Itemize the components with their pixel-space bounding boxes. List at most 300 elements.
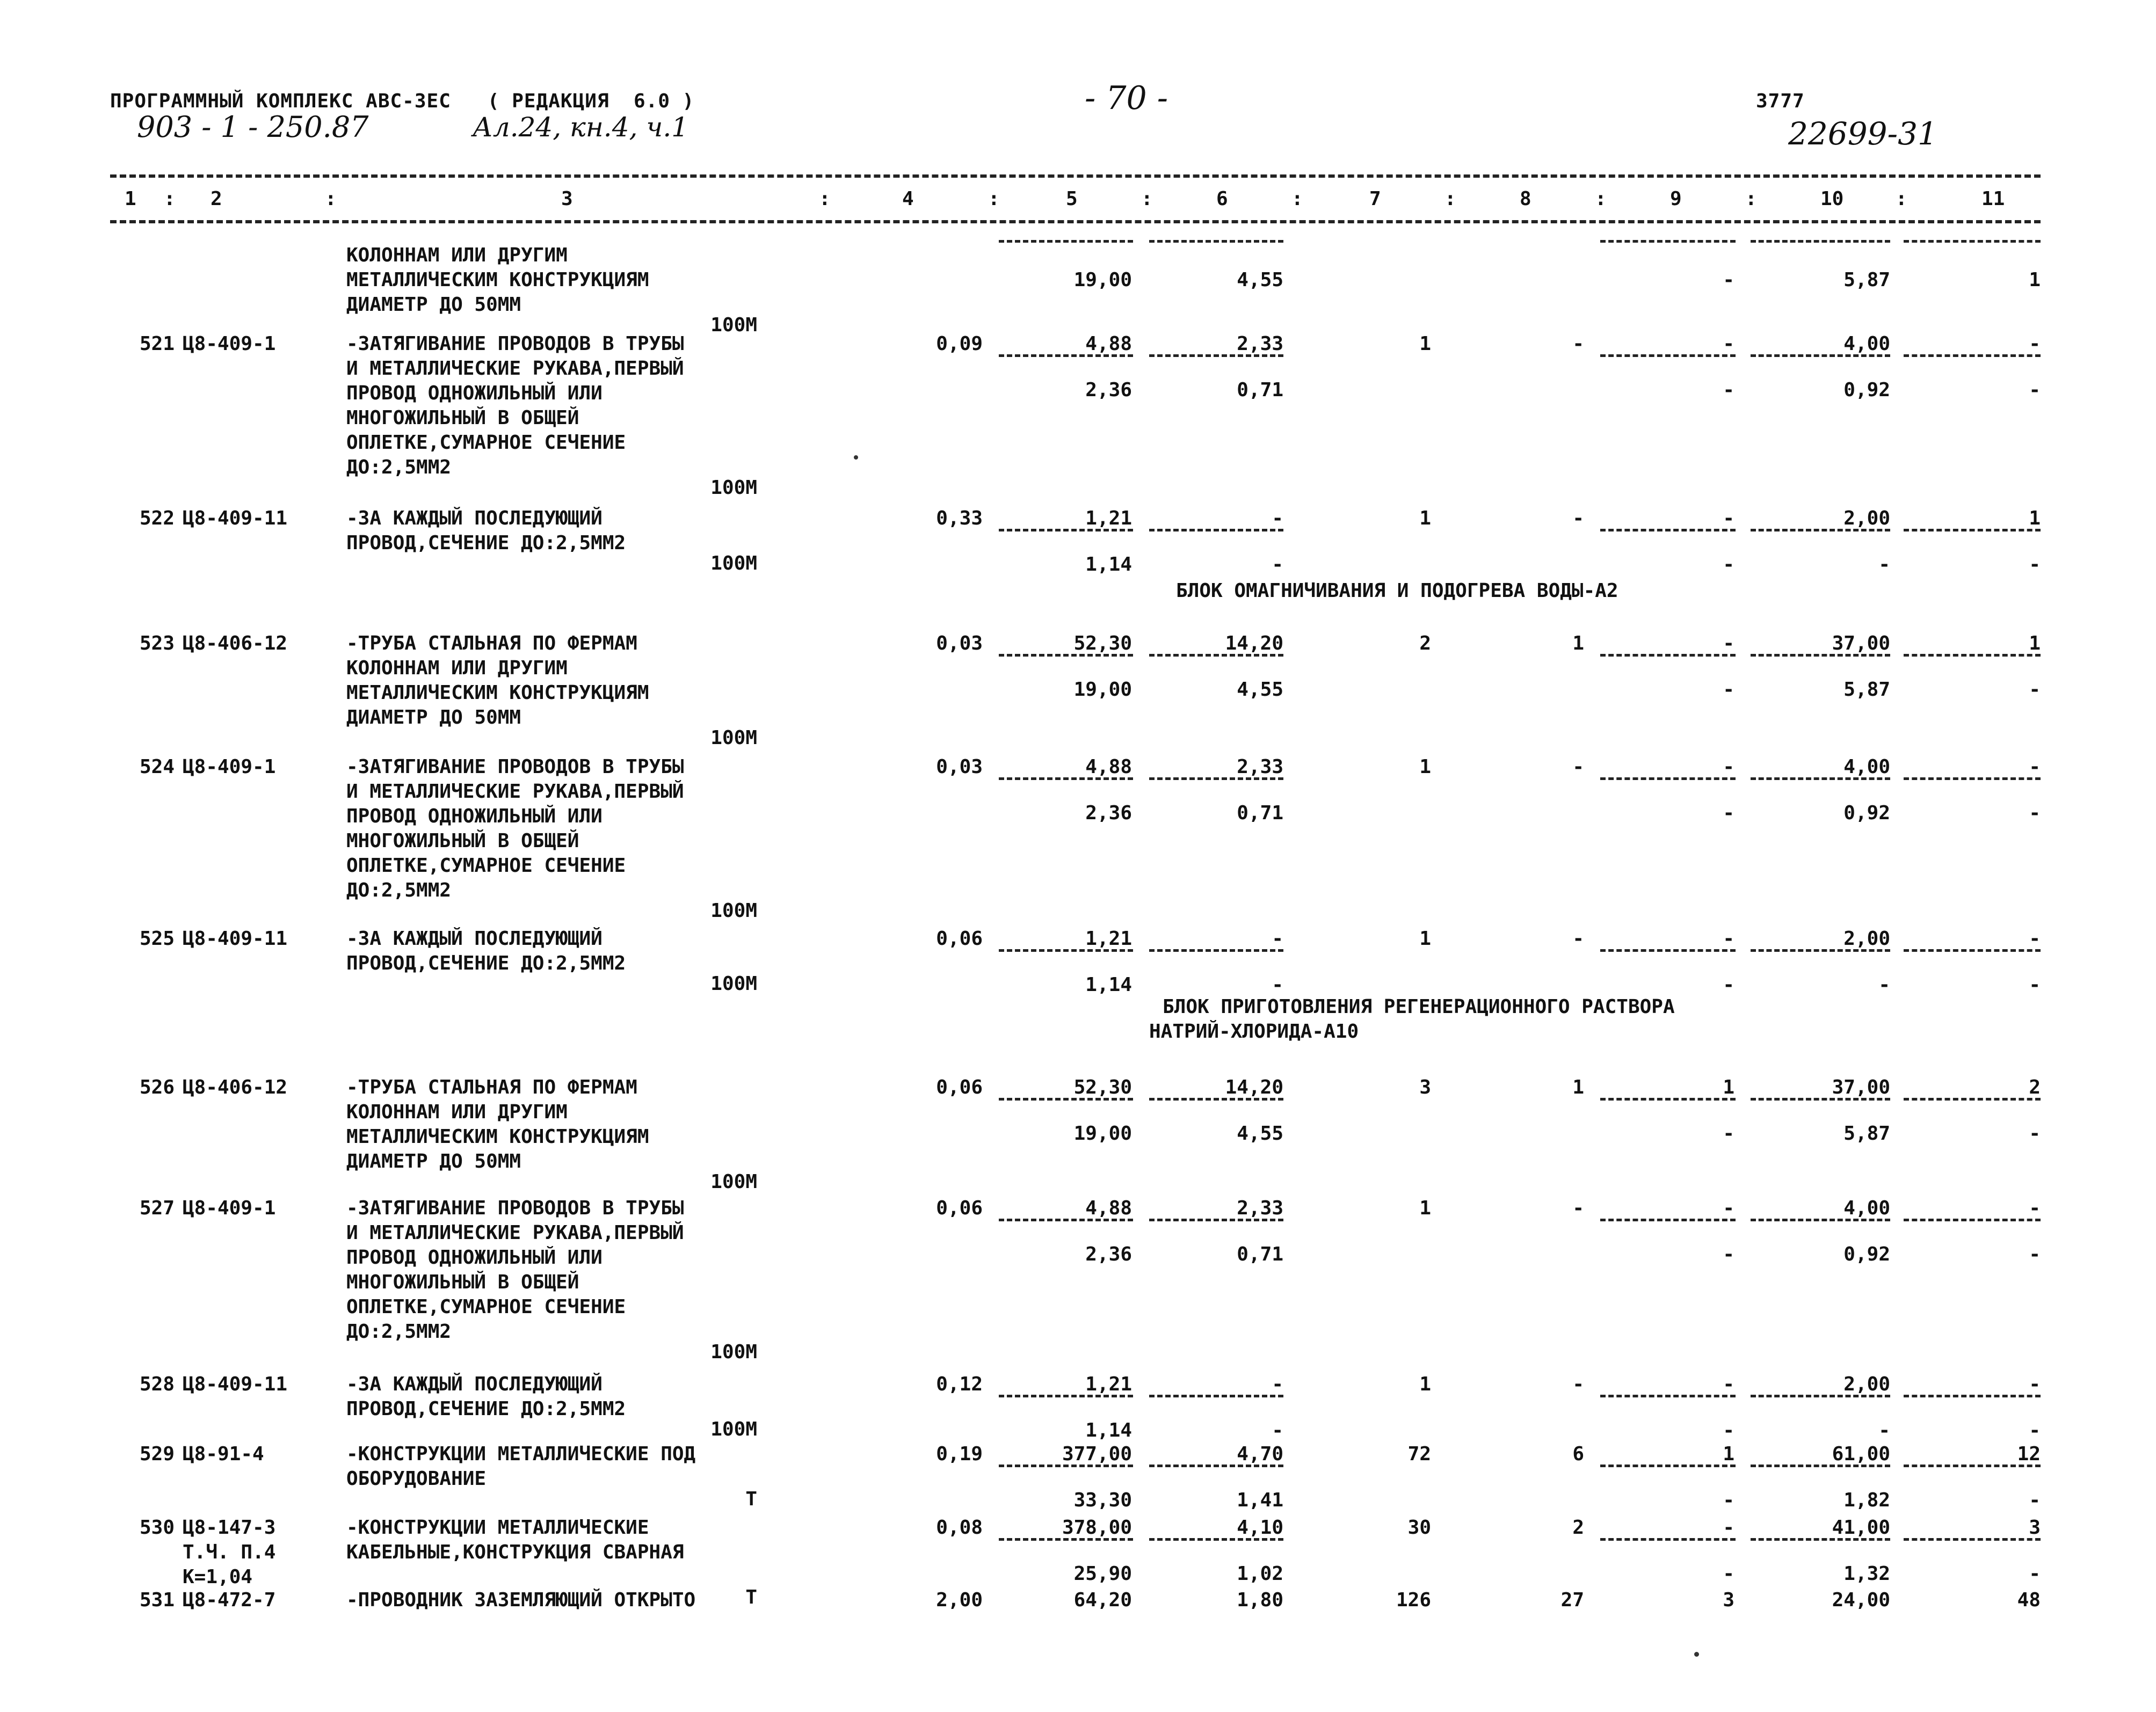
row-number: 521 (139, 333, 175, 355)
row-description: И МЕТАЛЛИЧЕСКИЕ РУКАВА,ПЕРВЫЙ (346, 781, 684, 803)
value-c9a: - (1723, 756, 1734, 778)
value-c7: 1 (1419, 333, 1431, 355)
row-description: ДИАМЕТР ДО 50ММ (346, 706, 521, 728)
value-c9a: 1 (1723, 1076, 1734, 1098)
value-c4: 0,06 (936, 1197, 983, 1219)
row-code: Ц8-406-12 (183, 632, 288, 654)
value-c9b: - (1723, 1563, 1734, 1585)
value-c8: - (1572, 333, 1584, 355)
value-c11b: - (2029, 802, 2041, 824)
row-number: 524 (139, 756, 175, 778)
column-separator: : (988, 188, 1000, 210)
value-c5b: 19,00 (1073, 679, 1132, 701)
value-c11a: - (2029, 1197, 2041, 1219)
value-c11b: - (2029, 379, 2041, 401)
value-c9a: - (1723, 1517, 1734, 1539)
value-c10b: - (1878, 1419, 1890, 1441)
value-c6a: 2,33 (1237, 756, 1283, 778)
value-separator (1904, 654, 2041, 657)
value-c10b: 5,87 (1843, 679, 1890, 701)
column-separator: : (819, 188, 831, 210)
value-c5b: 33,30 (1073, 1489, 1132, 1511)
program-line: ПРОГРАММНЫЙ КОМПЛЕКС АВС-3ЕС ( РЕДАКЦИЯ 6.0 ) (110, 90, 695, 112)
row-code: Ц8-409-1 (183, 333, 276, 355)
column-separator: : (1291, 188, 1303, 210)
row-unit: 100М (710, 727, 757, 749)
value-c9a: - (1723, 632, 1734, 654)
row-description: ДО:2,5ММ2 (346, 879, 452, 901)
column-header-2: 2 (210, 188, 222, 210)
value-c10b: 5,87 (1843, 269, 1890, 291)
row-code: Т.Ч. П.4 (183, 1541, 276, 1563)
value-c10b: - (1878, 553, 1890, 575)
ref-number: 22699-31 (1788, 115, 1937, 152)
page-number: - 70 - (1085, 79, 1168, 117)
value-c10a: 61,00 (1832, 1443, 1890, 1465)
row-description: ПРОВОД,СЕЧЕНИЕ ДО:2,5ММ2 (346, 532, 626, 554)
value-separator (1149, 529, 1283, 531)
value-separator (1600, 240, 1736, 243)
row-code: К=1,04 (183, 1566, 253, 1588)
value-separator (1751, 1395, 1890, 1397)
row-description: ДИАМЕТР ДО 50ММ (346, 1150, 521, 1172)
value-c11b: - (2029, 1419, 2041, 1441)
value-c8: 2 (1572, 1517, 1584, 1539)
value-c8: 6 (1572, 1443, 1584, 1465)
value-separator (1600, 1219, 1736, 1221)
column-separator: : (325, 188, 337, 210)
value-c11b: 1 (2029, 269, 2041, 291)
section-heading: БЛОК ОМАГНИЧИВАНИЯ И ПОДОГРЕВА ВОДЫ-А2 (1176, 580, 1618, 602)
value-c5b: 2,36 (1085, 1243, 1132, 1265)
row-code: Ц8-406-12 (183, 1076, 288, 1098)
value-c7: 1 (1419, 1373, 1431, 1395)
value-c11b: - (2029, 974, 2041, 996)
row-unit: 100М (710, 1171, 757, 1193)
value-c10b: 5,87 (1843, 1123, 1890, 1145)
column-header-5: 5 (1066, 188, 1078, 210)
row-number: 526 (139, 1076, 175, 1098)
row-description: ПРОВОД ОДНОЖИЛЬНЫЙ ИЛИ (346, 382, 602, 404)
value-c6a: 14,20 (1225, 1076, 1283, 1098)
value-separator (1149, 1098, 1283, 1101)
value-c10a: 4,00 (1843, 1197, 1890, 1219)
value-separator (1149, 777, 1283, 780)
value-c10b: 0,92 (1843, 1243, 1890, 1265)
value-c8: - (1572, 928, 1584, 950)
value-c4: 0,06 (936, 928, 983, 950)
value-c5a: 1,21 (1085, 928, 1132, 950)
value-separator (1751, 529, 1890, 531)
value-c7: 30 (1407, 1517, 1431, 1539)
value-c5a: 4,88 (1085, 1197, 1132, 1219)
value-c4: 0,06 (936, 1076, 983, 1098)
column-header-3: 3 (561, 188, 573, 210)
doc-code: 903 - 1 - 250.87 (137, 110, 369, 144)
row-unit: Т (745, 1488, 757, 1510)
value-c4: 0,03 (936, 756, 983, 778)
value-c5a: 4,88 (1085, 756, 1132, 778)
value-c6a: 14,20 (1225, 632, 1283, 654)
value-c6a: 4,10 (1237, 1517, 1283, 1539)
value-c4: 2,00 (936, 1589, 983, 1611)
value-c10a: 41,00 (1832, 1517, 1890, 1539)
value-separator (1149, 1465, 1283, 1467)
value-separator (1751, 1098, 1890, 1101)
value-separator (1904, 354, 2041, 357)
value-c9b: - (1723, 1489, 1734, 1511)
value-separator (1904, 1395, 2041, 1397)
value-c4: 0,09 (936, 333, 983, 355)
row-unit: Т (745, 1586, 757, 1608)
column-separator: : (1595, 188, 1607, 210)
value-c5a: 378,00 (1062, 1517, 1132, 1539)
row-description: КОЛОННАМ ИЛИ ДРУГИМ (346, 1101, 568, 1123)
value-c9a: - (1723, 1373, 1734, 1395)
column-separator: : (1745, 188, 1757, 210)
value-c6a: - (1272, 928, 1283, 950)
row-description: КОЛОННАМ ИЛИ ДРУГИМ (346, 657, 568, 679)
value-c11a: 48 (2017, 1589, 2041, 1611)
value-separator (1600, 1465, 1736, 1467)
column-header-1: 1 (125, 188, 136, 210)
row-description: ДИАМЕТР ДО 50ММ (346, 294, 521, 316)
value-c5a: 64,20 (1073, 1589, 1132, 1611)
row-number: 523 (139, 632, 175, 654)
value-c7: 126 (1396, 1589, 1431, 1611)
value-c6a: 1,80 (1237, 1589, 1283, 1611)
value-c11a: 3 (2029, 1517, 2041, 1539)
row-description: -ПРОВОДНИК ЗАЗЕМЛЯЮЩИЙ ОТКРЫТО (346, 1589, 696, 1611)
value-separator (1751, 949, 1890, 952)
value-c11a: - (2029, 756, 2041, 778)
value-c6b: 0,71 (1237, 379, 1283, 401)
section-heading: БЛОК ПРИГОТОВЛЕНИЯ РЕГЕНЕРАЦИОННОГО РАСТВОРА (1163, 996, 1675, 1018)
value-c4: 0,08 (936, 1517, 983, 1539)
value-c5b: 19,00 (1073, 1123, 1132, 1145)
value-separator (1904, 529, 2041, 531)
value-c6a: - (1272, 507, 1283, 529)
value-c5b: 2,36 (1085, 802, 1132, 824)
value-c11a: 1 (2029, 632, 2041, 654)
value-c8: - (1572, 1373, 1584, 1395)
value-separator (1600, 354, 1736, 357)
value-c9a: - (1723, 507, 1734, 529)
stray-dot (854, 455, 858, 460)
value-separator (1600, 1538, 1736, 1541)
value-separator (1149, 654, 1283, 657)
value-c6b: 0,71 (1237, 802, 1283, 824)
row-number: 528 (139, 1373, 175, 1395)
value-separator (1600, 1395, 1736, 1397)
value-separator (1751, 354, 1890, 357)
value-c9a: - (1723, 928, 1734, 950)
row-description: И МЕТАЛЛИЧЕСКИЕ РУКАВА,ПЕРВЫЙ (346, 1222, 684, 1244)
value-c11a: 12 (2017, 1443, 2041, 1465)
value-c6a: 4,70 (1237, 1443, 1283, 1465)
value-c10a: 37,00 (1832, 1076, 1890, 1098)
row-description: -ЗАТЯГИВАНИЕ ПРОВОДОВ В ТРУБЫ (346, 756, 684, 778)
column-header-10: 10 (1820, 188, 1844, 210)
row-number: 529 (139, 1443, 175, 1465)
column-header-8: 8 (1520, 188, 1531, 210)
value-c5a: 1,21 (1085, 1373, 1132, 1395)
row-number: 522 (139, 507, 175, 529)
value-c6a: - (1272, 1373, 1283, 1395)
column-header-4: 4 (902, 188, 914, 210)
value-c11a: 2 (2029, 1076, 2041, 1098)
value-c7: 1 (1419, 928, 1431, 950)
value-c11b: - (2029, 553, 2041, 575)
column-header-6: 6 (1216, 188, 1228, 210)
value-c4: 0,03 (936, 632, 983, 654)
row-description: И МЕТАЛЛИЧЕСКИЕ РУКАВА,ПЕРВЫЙ (346, 358, 684, 380)
value-separator (999, 777, 1133, 780)
value-c5a: 52,30 (1073, 1076, 1132, 1098)
value-c11b: - (2029, 679, 2041, 701)
value-c5b: 1,14 (1085, 974, 1132, 996)
row-description: ПРОВОД ОДНОЖИЛЬНЫЙ ИЛИ (346, 805, 602, 827)
row-code: Ц8-409-11 (183, 1373, 288, 1395)
value-c9a: - (1723, 1197, 1734, 1219)
value-c9a: 1 (1723, 1443, 1734, 1465)
column-header-9: 9 (1670, 188, 1682, 210)
value-separator (999, 1538, 1133, 1541)
value-separator (1149, 354, 1283, 357)
row-number: 531 (139, 1589, 175, 1611)
row-description: МНОГОЖИЛЬНЫЙ В ОБЩЕЙ (346, 1271, 579, 1293)
value-separator (1904, 1098, 2041, 1101)
row-description: МЕТАЛЛИЧЕСКИМ КОНСТРУКЦИЯМ (346, 269, 649, 291)
value-c11a: - (2029, 333, 2041, 355)
value-c6b: - (1272, 974, 1283, 996)
value-c6b: 0,71 (1237, 1243, 1283, 1265)
value-c9b: - (1723, 679, 1734, 701)
row-description: МЕТАЛЛИЧЕСКИМ КОНСТРУКЦИЯМ (346, 1126, 649, 1148)
value-c11b: - (2029, 1563, 2041, 1585)
value-separator (1751, 240, 1890, 243)
row-code: Ц8-409-1 (183, 1197, 276, 1219)
row-description: -ЗА КАЖДЫЙ ПОСЛЕДУЮЩИЙ (346, 928, 602, 950)
value-c5a: 4,88 (1085, 333, 1132, 355)
value-c11b: - (2029, 1123, 2041, 1145)
row-number: 525 (139, 928, 175, 950)
row-description: КОЛОННАМ ИЛИ ДРУГИМ (346, 244, 568, 266)
value-c9a: 3 (1723, 1589, 1734, 1611)
value-separator (999, 949, 1133, 952)
value-c9b: - (1723, 974, 1734, 996)
row-description: -ЗА КАЖДЫЙ ПОСЛЕДУЮЩИЙ (346, 507, 602, 529)
row-unit: 100М (710, 973, 757, 995)
header-rule (110, 220, 2041, 223)
row-code: Ц8-147-3 (183, 1517, 276, 1539)
row-description: -ЗА КАЖДЫЙ ПОСЛЕДУЮЩИЙ (346, 1373, 602, 1395)
value-c4: 0,19 (936, 1443, 983, 1465)
row-description: ДО:2,5ММ2 (346, 456, 452, 478)
value-separator (1149, 1395, 1283, 1397)
album-ref: Ал.24, кн.4, ч.1 (473, 112, 689, 143)
row-unit: 100М (710, 1418, 757, 1440)
value-c10a: 4,00 (1843, 333, 1890, 355)
value-c9a: - (1723, 333, 1734, 355)
value-c6b: 1,41 (1237, 1489, 1283, 1511)
value-separator (1904, 1465, 2041, 1467)
value-c6b: - (1272, 1419, 1283, 1441)
value-separator (999, 529, 1133, 531)
row-code: Ц8-91-4 (183, 1443, 264, 1465)
value-c5a: 1,21 (1085, 507, 1132, 529)
value-c7: 1 (1419, 507, 1431, 529)
row-description: МНОГОЖИЛЬНЫЙ В ОБЩЕЙ (346, 830, 579, 852)
value-c9b: - (1723, 1123, 1734, 1145)
value-c5b: 1,14 (1085, 1419, 1132, 1441)
row-description: МНОГОЖИЛЬНЫЙ В ОБЩЕЙ (346, 407, 579, 429)
value-separator (1904, 777, 2041, 780)
value-c5b: 25,90 (1073, 1563, 1132, 1585)
value-c10a: 24,00 (1832, 1589, 1890, 1611)
value-c9b: - (1723, 379, 1734, 401)
row-description: ПРОВОД,СЕЧЕНИЕ ДО:2,5ММ2 (346, 1398, 626, 1420)
value-c8: - (1572, 507, 1584, 529)
value-c5b: 1,14 (1085, 553, 1132, 575)
value-c11a: - (2029, 928, 2041, 950)
value-c6b: 4,55 (1237, 679, 1283, 701)
value-separator (1149, 1538, 1283, 1541)
value-c8: 27 (1560, 1589, 1584, 1611)
value-separator (999, 240, 1133, 243)
value-c6b: 1,02 (1237, 1563, 1283, 1585)
column-separator: : (1444, 188, 1456, 210)
value-c8: 1 (1572, 1076, 1584, 1098)
value-c10a: 2,00 (1843, 1373, 1890, 1395)
column-header-7: 7 (1369, 188, 1381, 210)
top-rule (110, 174, 2041, 178)
row-unit: 100М (710, 477, 757, 499)
row-unit: 100М (710, 552, 757, 574)
value-separator (1751, 1219, 1890, 1221)
value-c9b: - (1723, 1419, 1734, 1441)
value-separator (999, 354, 1133, 357)
value-c6a: 2,33 (1237, 1197, 1283, 1219)
value-separator (1149, 949, 1283, 952)
value-c4: 0,33 (936, 507, 983, 529)
value-c8: - (1572, 756, 1584, 778)
value-separator (1904, 949, 2041, 952)
column-separator: : (1141, 188, 1153, 210)
value-c10a: 37,00 (1832, 632, 1890, 654)
value-c10b: - (1878, 974, 1890, 996)
value-c8: - (1572, 1197, 1584, 1219)
row-description: ПРОВОД ОДНОЖИЛЬНЫЙ ИЛИ (346, 1247, 602, 1269)
value-separator (999, 1395, 1133, 1397)
value-c9b: - (1723, 802, 1734, 824)
value-separator (1149, 240, 1283, 243)
doc-number: 3777 (1756, 90, 1805, 112)
row-description: МЕТАЛЛИЧЕСКИМ КОНСТРУКЦИЯМ (346, 682, 649, 704)
value-separator (1904, 240, 2041, 243)
value-c8: 1 (1572, 632, 1584, 654)
row-description: -ТРУБА СТАЛЬНАЯ ПО ФЕРМАМ (346, 632, 637, 654)
row-description: ОПЛЕТКЕ,СУМАРНОЕ СЕЧЕНИЕ (346, 1296, 626, 1318)
value-c10a: 2,00 (1843, 928, 1890, 950)
row-unit: 100М (710, 314, 757, 336)
row-code: Ц8-409-1 (183, 756, 276, 778)
row-description: ДО:2,5ММ2 (346, 1321, 452, 1343)
section-heading: НАТРИЙ-ХЛОРИДА-А10 (1149, 1021, 1359, 1043)
row-description: -ТРУБА СТАЛЬНАЯ ПО ФЕРМАМ (346, 1076, 637, 1098)
value-separator (1600, 654, 1736, 657)
row-unit: 100М (710, 900, 757, 922)
value-separator (1904, 1538, 2041, 1541)
value-separator (1904, 1219, 2041, 1221)
row-number: 530 (139, 1517, 175, 1539)
value-c7: 2 (1419, 632, 1431, 654)
row-number: 527 (139, 1197, 175, 1219)
value-separator (1751, 654, 1890, 657)
value-separator (1600, 529, 1736, 531)
value-c6a: 2,33 (1237, 333, 1283, 355)
value-c6b: 4,55 (1237, 1123, 1283, 1145)
value-c6b: 4,55 (1237, 269, 1283, 291)
value-c7: 72 (1407, 1443, 1431, 1465)
stray-dot (1694, 1652, 1699, 1657)
value-separator (1149, 1219, 1283, 1221)
row-code: Ц8-472-7 (183, 1589, 276, 1611)
row-description: -КОНСТРУКЦИИ МЕТАЛЛИЧЕСКИЕ ПОД (346, 1443, 696, 1465)
row-description: ОПЛЕТКЕ,СУМАРНОЕ СЕЧЕНИЕ (346, 855, 626, 877)
value-c5a: 52,30 (1073, 632, 1132, 654)
value-c9b: - (1723, 553, 1734, 575)
value-separator (999, 1219, 1133, 1221)
row-unit: 100М (710, 1341, 757, 1363)
value-c7: 1 (1419, 1197, 1431, 1219)
row-description: КАБЕЛЬНЫЕ,КОНСТРУКЦИЯ СВАРНАЯ (346, 1541, 684, 1563)
value-c11a: - (2029, 1373, 2041, 1395)
value-c7: 3 (1419, 1076, 1431, 1098)
value-c11a: 1 (2029, 507, 2041, 529)
row-description: -ЗАТЯГИВАНИЕ ПРОВОДОВ В ТРУБЫ (346, 1197, 684, 1219)
value-separator (999, 1098, 1133, 1101)
value-separator (999, 654, 1133, 657)
value-c6b: - (1272, 553, 1283, 575)
value-separator (1600, 777, 1736, 780)
row-description: -ЗАТЯГИВАНИЕ ПРОВОДОВ В ТРУБЫ (346, 333, 684, 355)
value-separator (1751, 1538, 1890, 1541)
value-c4: 0,12 (936, 1373, 983, 1395)
value-c10a: 4,00 (1843, 756, 1890, 778)
value-c5b: 19,00 (1073, 269, 1132, 291)
value-c10b: 0,92 (1843, 379, 1890, 401)
value-c7: 1 (1419, 756, 1431, 778)
value-c9b: - (1723, 269, 1734, 291)
value-c5b: 2,36 (1085, 379, 1132, 401)
value-separator (1600, 949, 1736, 952)
value-c9b: - (1723, 1243, 1734, 1265)
row-description: ПРОВОД,СЕЧЕНИЕ ДО:2,5ММ2 (346, 952, 626, 974)
value-c11b: - (2029, 1489, 2041, 1511)
column-separator: : (1896, 188, 1907, 210)
value-c5a: 377,00 (1062, 1443, 1132, 1465)
value-c11b: - (2029, 1243, 2041, 1265)
value-separator (1751, 1465, 1890, 1467)
value-separator (1600, 1098, 1736, 1101)
row-code: Ц8-409-11 (183, 928, 288, 950)
value-c10a: 2,00 (1843, 507, 1890, 529)
column-header-11: 11 (1981, 188, 2005, 210)
row-description: ОБОРУДОВАНИЕ (346, 1468, 487, 1490)
value-separator (999, 1465, 1133, 1467)
value-c10b: 0,92 (1843, 802, 1890, 824)
